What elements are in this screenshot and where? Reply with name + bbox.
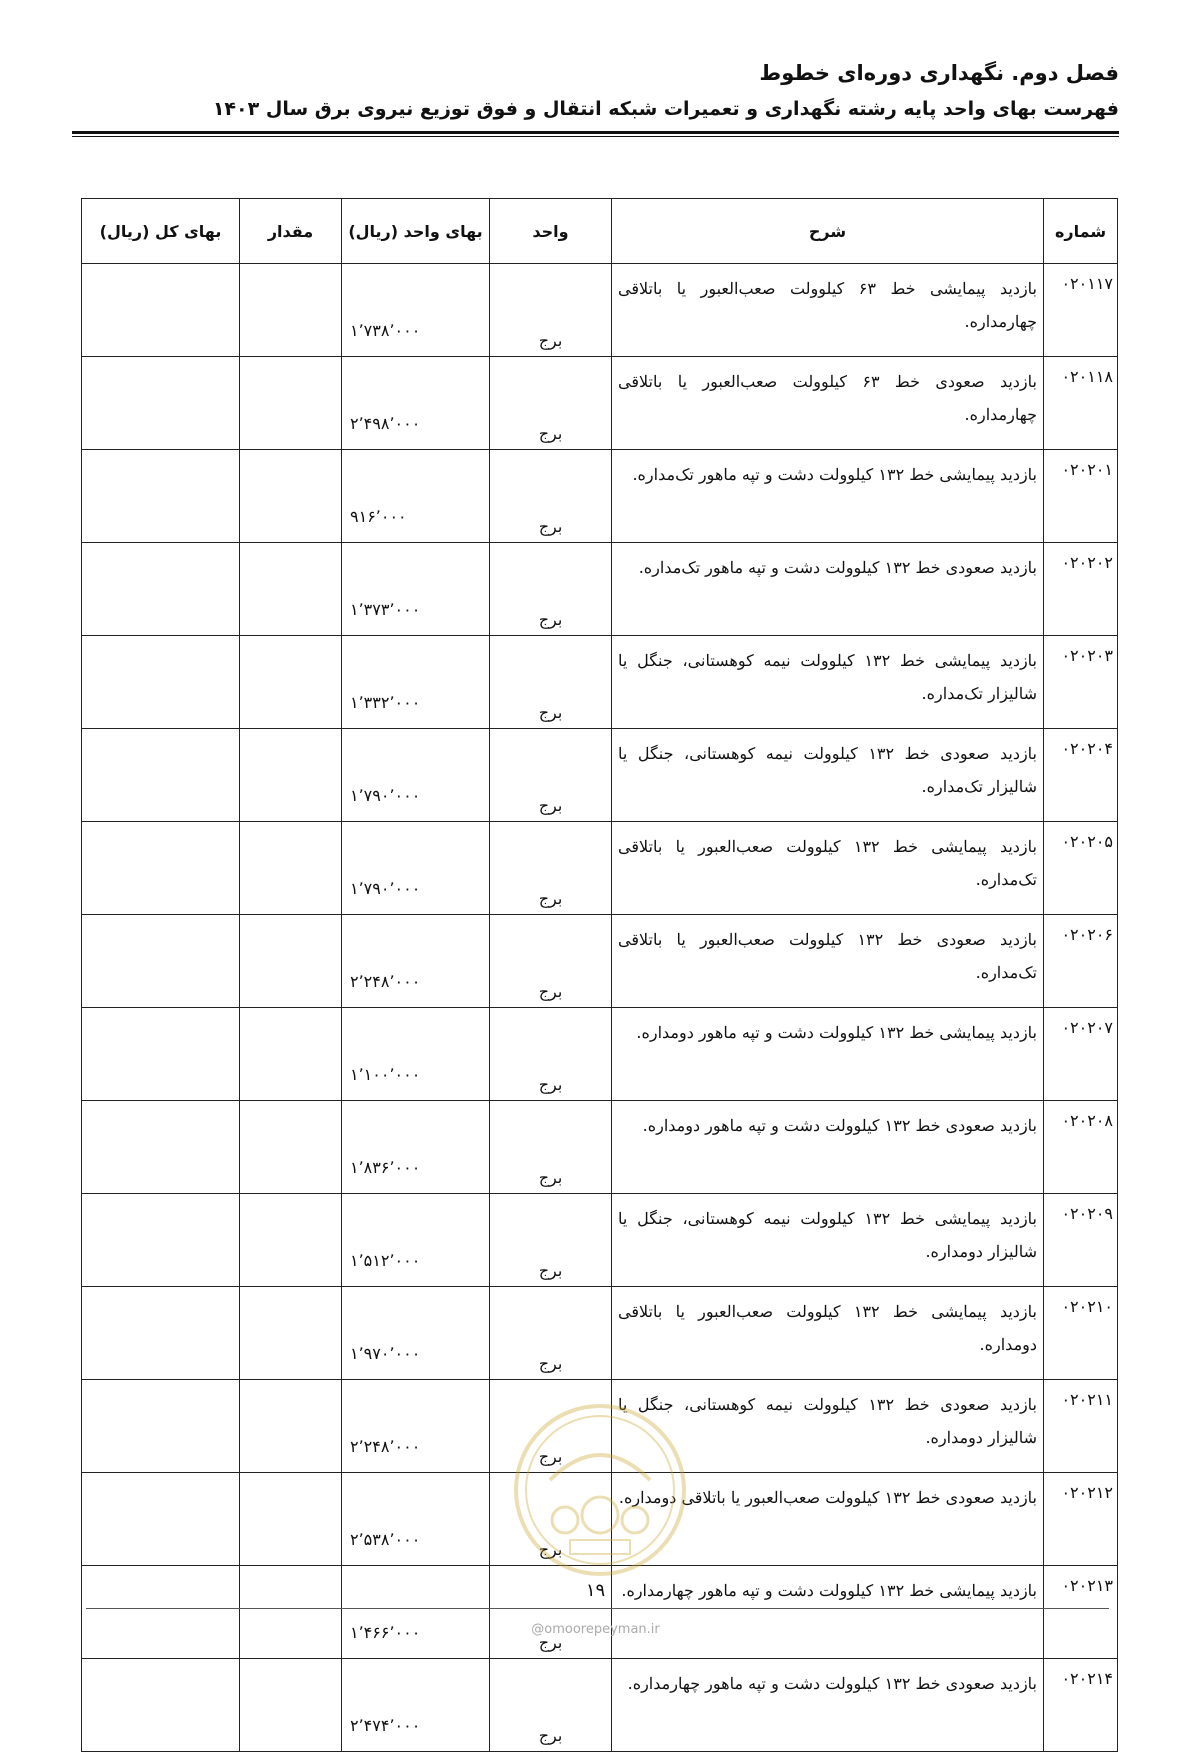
table-row: [82, 822, 1118, 915]
row-number: ۰۲۰۲۱۴: [1044, 1659, 1118, 1752]
row-quantity: [240, 636, 342, 729]
row-total-price: [82, 1008, 240, 1101]
row-number: ۰۲۰۲۰۸: [1044, 1101, 1118, 1194]
row-unit-price: ۱٬۴۶۶٬۰۰۰: [342, 1566, 490, 1659]
row-description: بازدید صعودی خط ۱۳۲ کیلوولت صعب‌العبور یا باتلاقی دومداره.: [612, 1473, 1044, 1566]
row-number: ۰۲۰۲۱۲: [1044, 1473, 1118, 1566]
row-number: ۰۲۰۲۰۳: [1044, 636, 1118, 729]
row-unit-price: ۱٬۷۹۰٬۰۰۰: [342, 729, 490, 822]
row-total-price: [82, 357, 240, 450]
row-total-price: [82, 822, 240, 915]
row-unit: برج: [490, 1380, 612, 1473]
col-header-description: شرح: [612, 199, 1044, 264]
table-row: [82, 1101, 1118, 1194]
row-quantity: [240, 1473, 342, 1566]
row-unit: برج: [490, 450, 612, 543]
row-quantity: [240, 1380, 342, 1473]
row-quantity: [240, 915, 342, 1008]
row-unit: برج: [490, 729, 612, 822]
page-header: [72, 58, 1119, 124]
row-quantity: [240, 1194, 342, 1287]
row-description: بازدید صعودی خط ۱۳۲ کیلوولت دشت و تپه ماهور تک‌مداره.: [612, 543, 1044, 636]
row-total-price: [82, 636, 240, 729]
row-total-price: [82, 1659, 240, 1752]
table-row: [82, 1194, 1118, 1287]
row-total-price: [82, 450, 240, 543]
row-number: ۰۲۰۲۰۵: [1044, 822, 1118, 915]
table-row: [82, 729, 1118, 822]
row-unit-price: ۱٬۷۹۰٬۰۰۰: [342, 822, 490, 915]
row-description: بازدید صعودی خط ۱۳۲ کیلوولت صعب‌العبور یا باتلاقی تک‌مداره.: [612, 915, 1044, 1008]
table-row: [82, 357, 1118, 450]
row-total-price: [82, 1287, 240, 1380]
row-quantity: [240, 1008, 342, 1101]
table-row: [82, 450, 1118, 543]
row-unit: برج: [490, 1008, 612, 1101]
row-description: بازدید صعودی خط ۶۳ کیلوولت صعب‌العبور یا باتلاقی چهارمداره.: [612, 357, 1044, 450]
table-row: [82, 1659, 1118, 1752]
row-description: بازدید صعودی خط ۱۳۲ کیلوولت نیمه کوهستانی، جنگل یا شالیزار دومداره.: [612, 1380, 1044, 1473]
row-unit-price: ۱٬۵۱۲٬۰۰۰: [342, 1194, 490, 1287]
row-unit: برج: [490, 822, 612, 915]
row-unit-price: ۲٬۲۴۸٬۰۰۰: [342, 1380, 490, 1473]
table-row: [82, 543, 1118, 636]
row-description: بازدید پیمایشی خط ۱۳۲ کیلوولت صعب‌العبور یا باتلاقی تک‌مداره.: [612, 822, 1044, 915]
col-header-quantity: مقدار: [240, 199, 342, 264]
row-quantity: [240, 264, 342, 357]
col-header-unit: واحد: [490, 199, 612, 264]
table-header-row: [82, 199, 1118, 264]
document-subtitle: فهرست بهای واحد پایه رشته نگهداری و تعمیرات شبکه انتقال و فوق توزیع نیروی برق سال ۱۴۰۳: [212, 98, 1119, 120]
row-number: ۰۲۰۲۰۹: [1044, 1194, 1118, 1287]
row-unit: برج: [490, 357, 612, 450]
row-quantity: [240, 822, 342, 915]
row-quantity: [240, 543, 342, 636]
row-total-price: [82, 1101, 240, 1194]
row-quantity: [240, 1659, 342, 1752]
seal-logo-icon: [510, 1400, 690, 1580]
table-row: [82, 915, 1118, 1008]
header-rule-thin: [72, 136, 1119, 137]
row-description: بازدید پیمایشی خط ۱۳۲ کیلوولت صعب‌العبور یا باتلاقی دومداره.: [612, 1287, 1044, 1380]
row-quantity: [240, 357, 342, 450]
row-unit-price: ۱٬۳۳۲٬۰۰۰: [342, 636, 490, 729]
row-number: ۰۲۰۲۰۱: [1044, 450, 1118, 543]
row-number: ۰۲۰۱۱۷: [1044, 264, 1118, 357]
table-row: [82, 264, 1118, 357]
chapter-title: فصل دوم. نگهداری دوره‌ای خطوط: [759, 61, 1119, 85]
row-quantity: [240, 729, 342, 822]
row-unit-price: ۱٬۷۳۸٬۰۰۰: [342, 264, 490, 357]
page-number: ۱۹: [585, 1580, 606, 1601]
row-total-price: [82, 729, 240, 822]
row-quantity: [240, 450, 342, 543]
table-row: [82, 1287, 1118, 1380]
row-description: بازدید پیمایشی خط ۱۳۲ کیلوولت دشت و تپه ماهور دومداره.: [612, 1008, 1044, 1101]
row-unit-price: ۹۱۶٬۰۰۰: [342, 450, 490, 543]
row-unit: برج: [490, 1473, 612, 1566]
row-number: ۰۲۰۲۰۷: [1044, 1008, 1118, 1101]
row-unit: برج: [490, 915, 612, 1008]
row-description: بازدید پیمایشی خط ۶۳ کیلوولت صعب‌العبور یا باتلاقی چهارمداره.: [612, 264, 1044, 357]
row-total-price: [82, 1194, 240, 1287]
row-description: بازدید پیمایشی خط ۱۳۲ کیلوولت دشت و تپه ماهور چهارمداره.: [612, 1566, 1044, 1659]
row-description: بازدید پیمایشی خط ۱۳۲ کیلوولت نیمه کوهستانی، جنگل یا شالیزار تک‌مداره.: [612, 636, 1044, 729]
row-unit: برج: [490, 1101, 612, 1194]
row-unit-price: ۱٬۳۷۳٬۰۰۰: [342, 543, 490, 636]
row-unit: برج: [490, 264, 612, 357]
row-unit-price: ۱٬۱۰۰٬۰۰۰: [342, 1008, 490, 1101]
row-description: بازدید پیمایشی خط ۱۳۲ کیلوولت نیمه کوهستانی، جنگل یا شالیزار دومداره.: [612, 1194, 1044, 1287]
header-rule-thick: [72, 131, 1119, 134]
row-unit: برج: [490, 1287, 612, 1380]
row-description: بازدید صعودی خط ۱۳۲ کیلوولت دشت و تپه ماهور دومداره.: [612, 1101, 1044, 1194]
row-unit: برج: [490, 1659, 612, 1752]
row-total-price: [82, 264, 240, 357]
row-number: ۰۲۰۱۱۸: [1044, 357, 1118, 450]
row-number: ۰۲۰۲۱۳: [1044, 1566, 1118, 1659]
row-unit-price: ۲٬۴۹۸٬۰۰۰: [342, 357, 490, 450]
row-unit-price: ۲٬۲۴۸٬۰۰۰: [342, 915, 490, 1008]
table-row: [82, 1008, 1118, 1101]
col-header-unit-price: بهای واحد (ریال): [342, 199, 490, 264]
row-number: ۰۲۰۲۱۱: [1044, 1380, 1118, 1473]
row-description: بازدید پیمایشی خط ۱۳۲ کیلوولت دشت و تپه ماهور تک‌مداره.: [612, 450, 1044, 543]
row-total-price: [82, 1380, 240, 1473]
row-unit-price: ۲٬۴۷۴٬۰۰۰: [342, 1659, 490, 1752]
row-unit-price: ۲٬۵۳۸٬۰۰۰: [342, 1473, 490, 1566]
footer-rule: [86, 1608, 1109, 1609]
row-number: ۰۲۰۲۰۲: [1044, 543, 1118, 636]
col-header-number: شماره: [1044, 199, 1118, 264]
row-number: ۰۲۰۲۱۰: [1044, 1287, 1118, 1380]
row-unit: برج: [490, 543, 612, 636]
row-number: ۰۲۰۲۰۶: [1044, 915, 1118, 1008]
table-row: [82, 636, 1118, 729]
row-total-price: [82, 1473, 240, 1566]
col-header-total-price: بهای کل (ریال): [82, 199, 240, 264]
row-total-price: [82, 543, 240, 636]
row-description: بازدید صعودی خط ۱۳۲ کیلوولت دشت و تپه ماهور چهارمداره.: [612, 1659, 1044, 1752]
row-unit: برج: [490, 1566, 612, 1659]
row-description: بازدید صعودی خط ۱۳۲ کیلوولت نیمه کوهستانی، جنگل یا شالیزار تک‌مداره.: [612, 729, 1044, 822]
row-unit: برج: [490, 636, 612, 729]
row-unit-price: ۱٬۹۷۰٬۰۰۰: [342, 1287, 490, 1380]
row-unit-price: ۱٬۸۳۶٬۰۰۰: [342, 1101, 490, 1194]
row-total-price: [82, 915, 240, 1008]
row-quantity: [240, 1287, 342, 1380]
row-number: ۰۲۰۲۰۴: [1044, 729, 1118, 822]
row-quantity: [240, 1101, 342, 1194]
website-link[interactable]: @omoorepeyman.ir: [531, 1622, 660, 1637]
row-unit: برج: [490, 1194, 612, 1287]
